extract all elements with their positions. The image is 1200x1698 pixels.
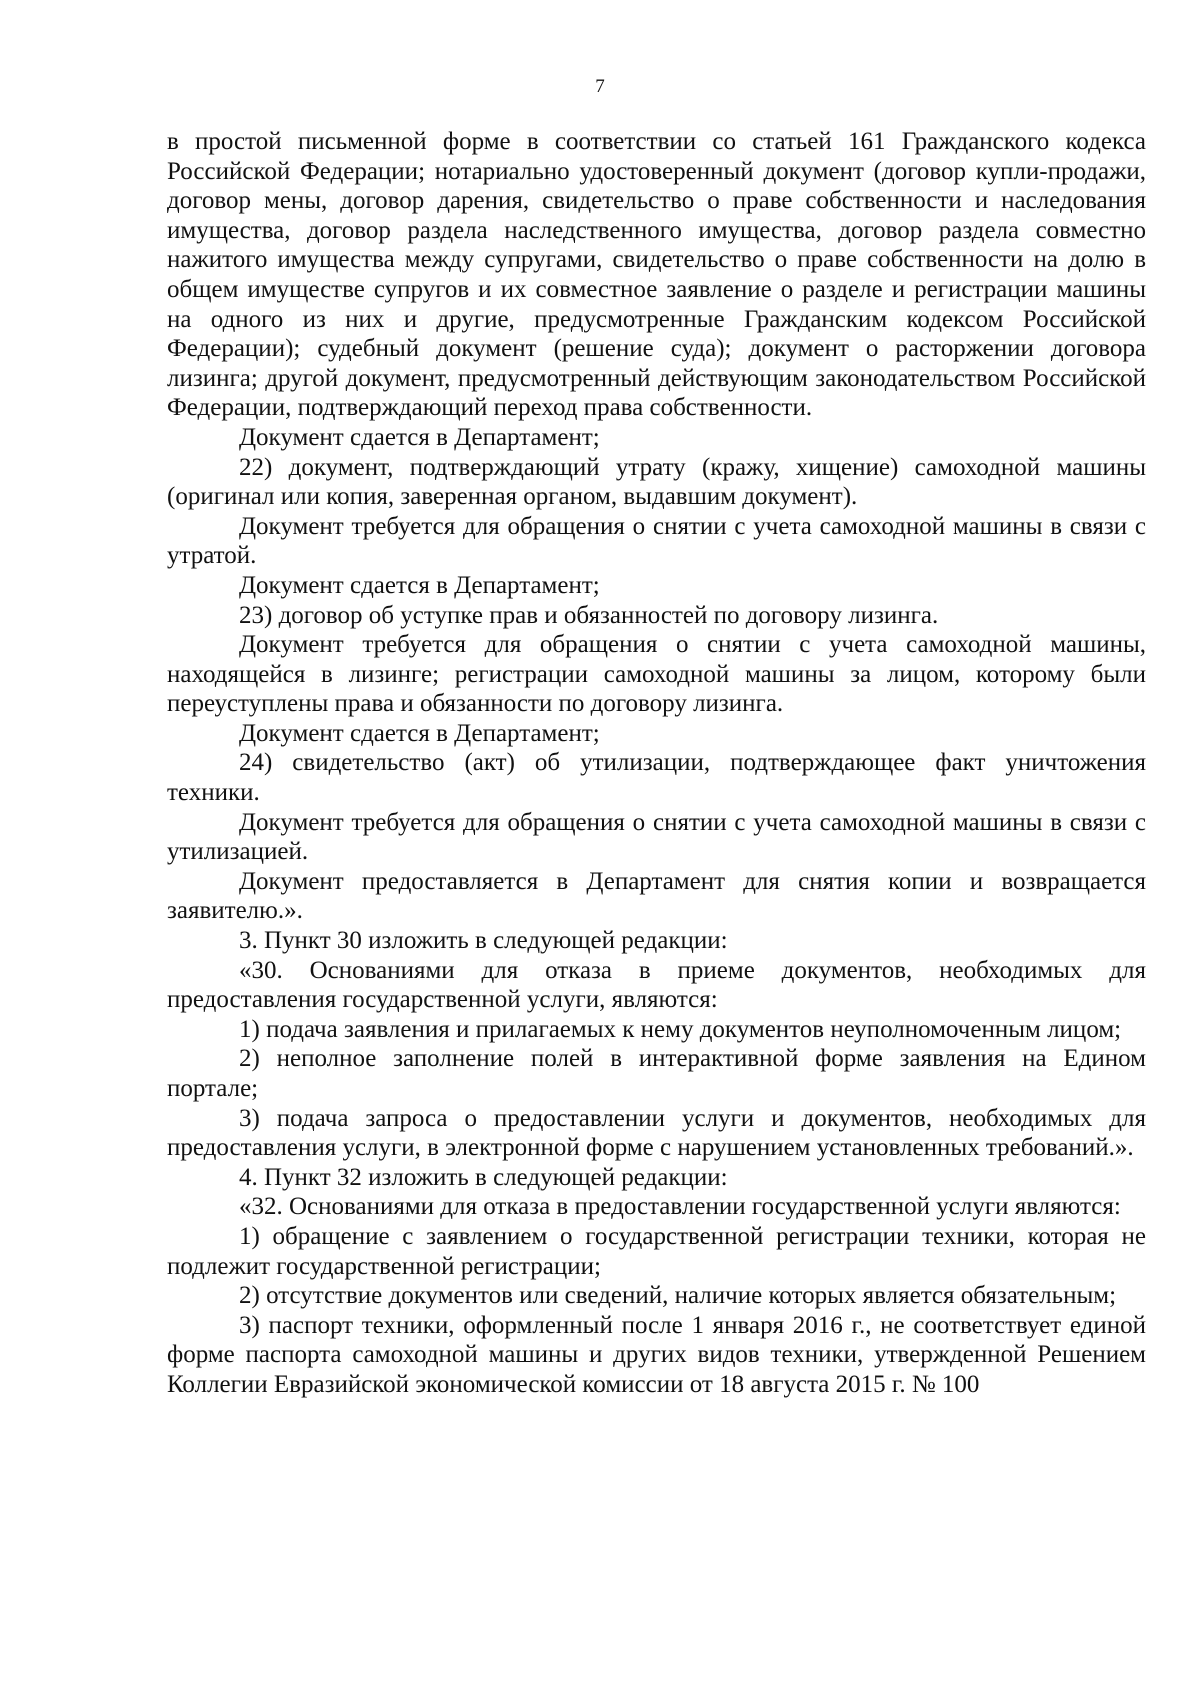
paragraph: Документ сдается в Департамент; xyxy=(239,571,600,599)
paragraph: Документ сдается в Департамент; xyxy=(239,719,600,747)
paragraph: «30. Основаниями для отказа в приеме документов, необходимых для предоставления государственной услуги, являются: xyxy=(167,956,1146,1014)
paragraph: в простой письменной форме в соответствии со статьей 161 Гражданского кодекса Российской Федерации; нотариально удостоверенный документ (договор купли-продажи, договор мены, договор дарения, свидетельство о праве собственности и наследования имущества, договор раздела наследственного имущества, договор раздела совместно нажитого имущества между супругами, свидетельство о праве собственности на долю в общем имуществе супругов и их совместное заявление о разделе и регистрации машины на одного из них и другие, предусмотренные Гражданским кодексом Российской Федерации); судебный документ (решение суда); документ о расторжении договора лизинга; другой документ, предусмотренный действующим законодательством Российской Федерации, подтверждающий переход права собственности. xyxy=(167,128,1146,422)
paragraph: 3) паспорт техники, оформленный после 1 января 2016 г., не соответствует единой форме паспорта самоходной машины и других видов техники, утвержденной Решением Коллегии Евразийской экономической комиссии от 18 августа 2015 г. № 100 xyxy=(167,1311,1146,1398)
paragraph: 3) подача запроса о предоставлении услуги и документов, необходимых для предоставления услуги, в электронной форме с нарушением установленных требований.». xyxy=(167,1104,1146,1162)
paragraph: 1) подача заявления и прилагаемых к нему документов неуполномоченным лицом; xyxy=(239,1015,1122,1043)
document-body xyxy=(167,127,1146,1400)
paragraph: 23) договор об уступке прав и обязанностей по договору лизинга. xyxy=(239,601,939,629)
paragraph: 4. Пункт 32 изложить в следующей редакции: xyxy=(239,1163,728,1191)
paragraph: Документ предоставляется в Департамент для снятия копии и возвращается заявителю.». xyxy=(167,867,1146,925)
paragraph: «32. Основаниями для отказа в предоставлении государственной услуги являются: xyxy=(239,1193,1121,1221)
paragraph: 2) отсутствие документов или сведений, наличие которых является обязательным; xyxy=(239,1282,1117,1310)
page-number: 7 xyxy=(595,76,605,97)
paragraph: 1) обращение с заявлением о государственной регистрации техники, которая не подлежит государственной регистрации; xyxy=(167,1222,1146,1280)
paragraph: 2) неполное заполнение полей в интерактивной форме заявления на Едином портале; xyxy=(167,1045,1146,1102)
paragraph: Документ требуется для обращения о снятии с учета самоходной машины, находящейся в лизинге; регистрации самоходной машины за лицом, которому были переуступлены права и обязанности по договору лизинга. xyxy=(167,631,1146,718)
paragraph: 22) документ, подтверждающий утрату (кражу, хищение) самоходной машины (оригинал или копия, заверенная органом, выдавшим документ). xyxy=(167,453,1146,511)
paragraph: Документ сдается в Департамент; xyxy=(239,423,600,451)
paragraph: 3. Пункт 30 изложить в следующей редакции: xyxy=(239,927,728,955)
paragraph: Документ требуется для обращения о снятии с учета самоходной машины в связи с утратой. xyxy=(167,512,1146,570)
paragraph: 24) свидетельство (акт) об утилизации, подтверждающее факт уничтожения техники. xyxy=(167,749,1146,807)
paragraph: Документ требуется для обращения о снятии с учета самоходной машины в связи с утилизацией. xyxy=(167,808,1146,866)
